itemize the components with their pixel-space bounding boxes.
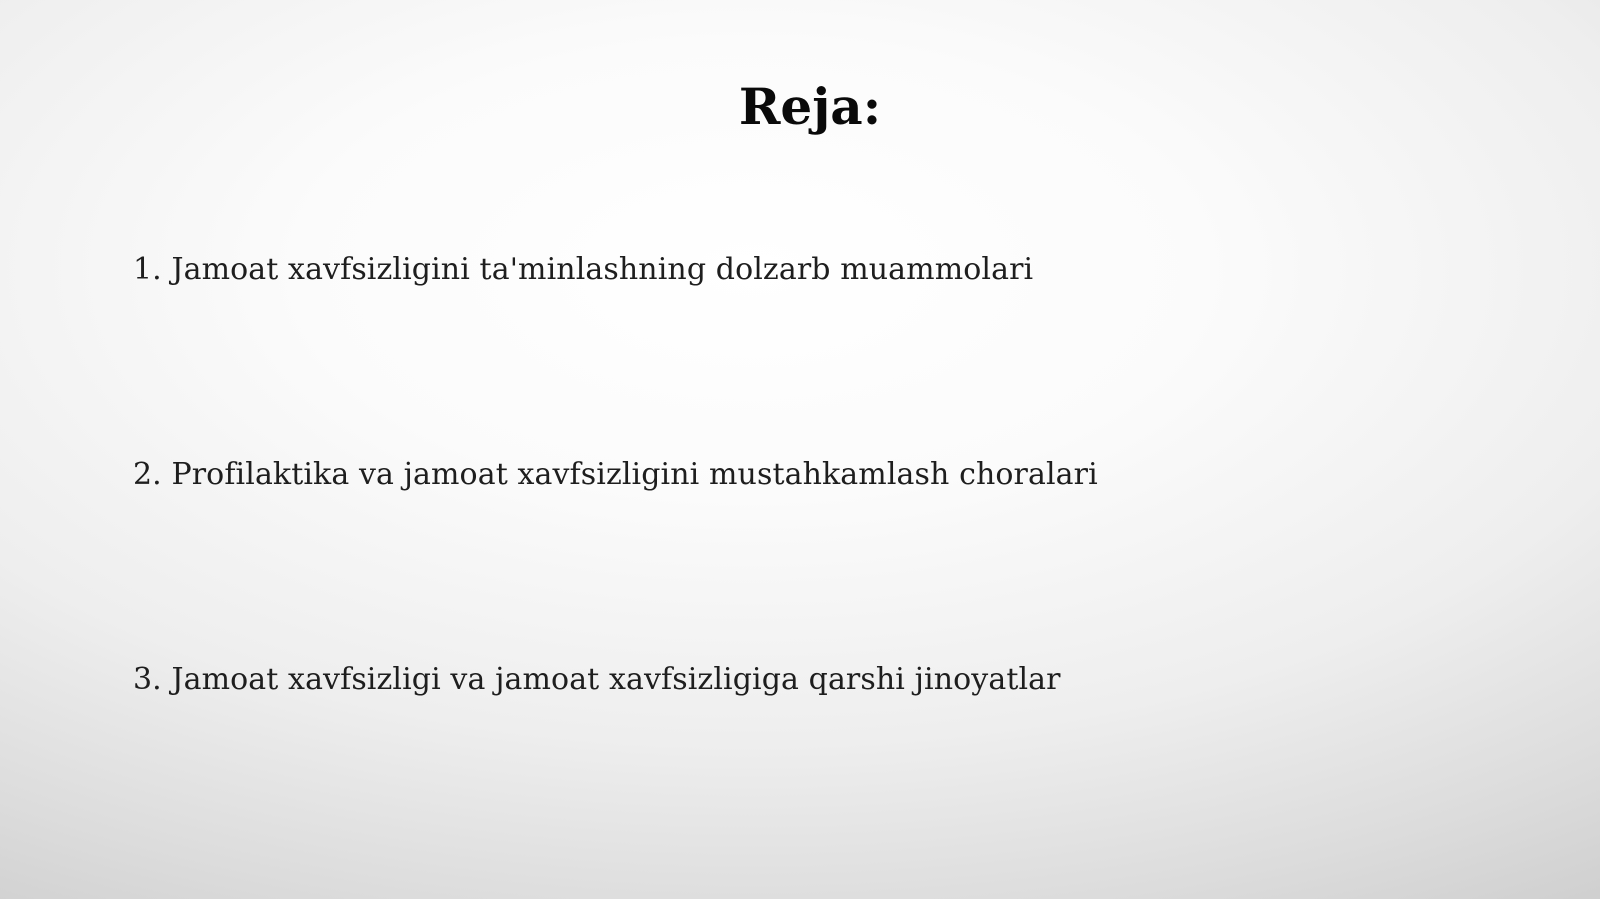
- plan-item-2: 2. Profilaktika va jamoat xavfsizligini mustahkamlash choralari: [133, 457, 1098, 492]
- plan-item-1: 1. Jamoat xavfsizligini ta'minlashning dolzarb muammolari: [133, 252, 1034, 287]
- plan-item-3: 3. Jamoat xavfsizligi va jamoat xavfsizligiga qarshi jinoyatlar: [133, 662, 1061, 697]
- slide-title: Reja:: [738, 76, 882, 136]
